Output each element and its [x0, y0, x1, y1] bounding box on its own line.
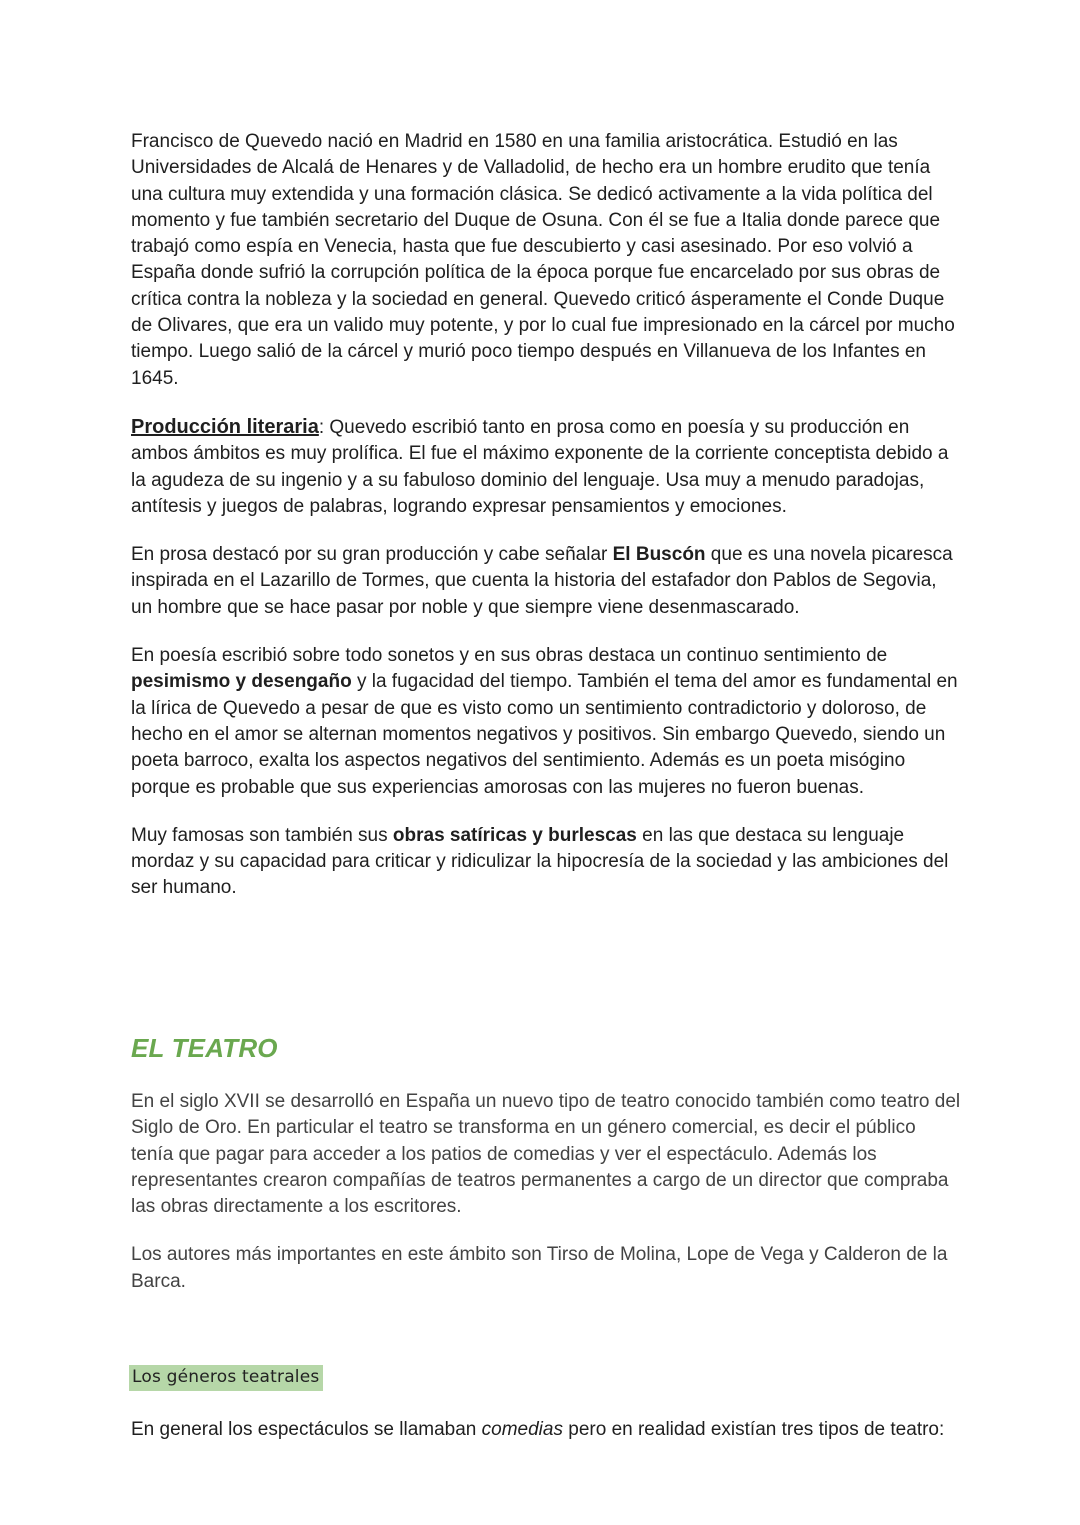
teatro-paragraph-2: Los autores más importantes en este ámbito son Tirso de Molina, Lope de Vega y Calderon de la Barca. — [131, 1244, 948, 1292]
generos-paragraph — [131, 1417, 961, 1443]
poesia-text-before: En poesía escribió sobre todo sonetos y en sus obras destaca un continuo sentimiento de — [131, 645, 888, 667]
prosa-paragraph — [131, 542, 961, 621]
main-text — [131, 129, 961, 902]
produccion-text: Quevedo escribió tanto en prosa como en poesía y su producción en ambos ámbitos es muy prolífica. El fue el máximo exponente de la corriente conceptista debido a la agudeza de su ingenio y a su fabuloso dominio del lenguaje. Usa muy a menudo paradojas, antítesis y juegos de palabras, logrando expresar pensamientos y emociones. — [131, 416, 949, 517]
produccion-paragraph — [131, 414, 961, 520]
poesia-text-after: y la fugacidad del tiempo. También el tema del amor es fundamental en la lírica de Quevedo a pesar de que es visto como un sentimiento contradictorio y doloroso, de hecho en el amor se alternan momentos negativos y positivos. Sin embargo Quevedo, siendo un poeta barroco, exalta los aspectos negativos del sentimiento. Además es un poeta misógino porque es probable que sus experiencias amorosas con las mujeres no fueron buenas. — [131, 671, 958, 798]
satiricas-bold: obras satíricas y burlescas — [392, 824, 637, 846]
prosa-text-before: En prosa destacó por su gran producción y cabe señalar — [131, 544, 613, 566]
generos-subtitle: Los géneros teatrales — [129, 1365, 323, 1391]
prosa-bold: El Buscón — [612, 544, 706, 566]
produccion-heading: Producción literaria — [131, 415, 319, 438]
generos-text-before: En general los espectáculos se llamaban — [131, 1419, 482, 1440]
poesia-paragraph — [131, 643, 961, 801]
satiricas-text-after: en las que destaca su lenguaje mordaz y su capacidad para criticar y ridiculizar la hipocresía de la sociedad y las ambiciones del ser humano. — [131, 824, 949, 899]
produccion-colon: : — [318, 416, 325, 438]
poesia-bold: pesimismo y desengaño — [131, 671, 352, 693]
generos-text — [131, 1417, 961, 1443]
satiricas-text-before: Muy famosas son también sus — [131, 824, 393, 846]
generos-italic: comedias — [481, 1419, 563, 1440]
teatro-paragraph-1: En el siglo XVII se desarrolló en España un nuevo tipo de teatro conocido también como teatro del Siglo de Oro. En particular el teatro se transforma en un género comercial, es decir el público tenía que pagar para acceder a los patios de comedias y ver el espectáculo. Además los representantes crearon compañías de teatros permanentes a cargo de un director que compraba las obras directamente a los escritores. — [131, 1091, 961, 1218]
bio-paragraph: Francisco de Quevedo nació en Madrid en 1580 en una familia aristocrática. Estudió en las Universidades de Alcalá de Henares y de Valladolid, de hecho era un hombre erudito que tenía una cultura muy extendida y una formación clásica. Se dedicó activamente a la vida política del momento y fue también secretario del Duque de Osuna. Con él se fue a Italia donde parece que trabajó como espía en Venecia, hasta que fue descubierto y casi asesinado. Por eso volvió a España donde sufrió la corrupción política de la época porque fue encarcelado por sus obras de crítica contra la nobleza y la sociedad en general. Quevedo criticó ásperamente el Conde Duque de Olivares, que era un valido muy potente, y por lo cual fue impresionado en la cárcel por mucho tiempo. Luego salió de la cárcel y murió poco tiempo después en Villanueva de los Infantes en 1645. — [131, 131, 955, 389]
teatro-section-title: EL TEATRO — [131, 1033, 278, 1063]
teatro-text — [131, 1089, 961, 1317]
generos-text-after: pero en realidad existían tres tipos de teatro: — [562, 1419, 945, 1440]
prosa-text-after: que es una novela picaresca inspirada en el Lazarillo de Tormes, que cuenta la historia del estafador don Pablos de Segovia, un hombre que se hace pasar por noble y que siempre viene desenmascarado. — [131, 544, 953, 618]
satiricas-paragraph — [131, 823, 961, 902]
